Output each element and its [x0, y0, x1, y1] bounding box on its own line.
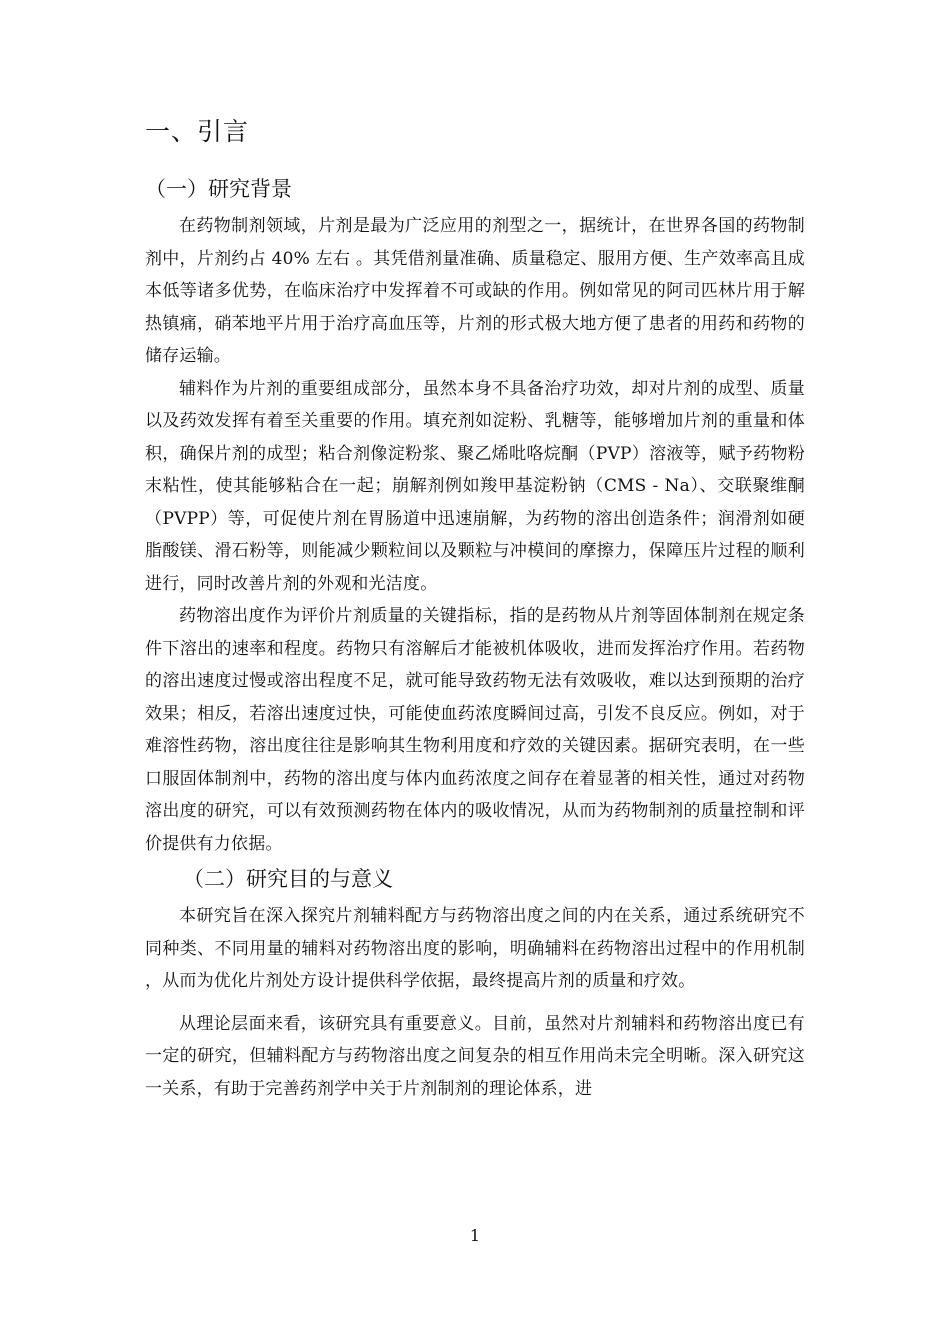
paragraph: 辅料作为片剂的重要组成部分，虽然本身不具备治疗功效，却对片剂的成型、质量以及药效发挥有着至关重要的作用。填充剂如淀粉、乳糖等，能够增加片剂的重量和体积，确保片剂的成型；粘合剂像淀粉浆、聚乙烯吡咯烷酮（PVP）溶液等，赋予药物粉末粘性，使其能够粘合在一起；崩解剂例如羧甲基淀粉钠（CMS - Na）、交联聚维酮（PVPP）等，可促使片剂在胃肠道中迅速崩解，为药物的溶出创造条件；润滑剂如硬脂酸镁、滑石粉等，则能减少颗粒间以及颗粒与冲模间的摩擦力，保障压片过程的顺利进行，同时改善片剂的外观和光洁度。 — [145, 378, 805, 594]
paragraph: 药物溶出度作为评价片剂质量的关键指标，指的是药物从片剂等固体制剂在规定条件下溶出的速率和程度。药物只有溶解后才能被机体吸收，进而发挥治疗作用。若药物的溶出速度过慢或溶出程度不足，就可能导致药物无法有效吸收，难以达到预期的治疗效果；相反，若溶出速度过快，可能使血药浓度瞬间过高，引发不良反应。例如，对于难溶性药物，溶出度往往是影响其生物利用度和疗效的关键因素。据研究表明，在一些口服固体制剂中，药物的溶出度与体内血药浓度之间存在着显著的相关性，通过对药物溶出度的研究，可以有效预测药物在体内的吸收情况，从而为药物制剂的质量控制和评价提供有力依据。 — [145, 606, 805, 854]
paragraph: 从理论层面来看，该研究具有重要意义。目前，虽然对片剂辅料和药物溶出度已有一定的研究，但辅料配方与药物溶出度之间复杂的相互作用尚未完全明晰。深入研究这一关系，有助于完善药剂学中关于片剂制剂的理论体系，进 — [145, 1013, 805, 1099]
subsection-title-background: （一）研究背景 — [145, 177, 292, 201]
section-title: 一、引言 — [145, 117, 250, 146]
paragraph: 在药物制剂领域，片剂是最为广泛应用的剂型之一，据统计，在世界各国的药物制剂中，片剂约占 40% 左右 。其凭借剂量准确、质量稳定、服用方便、生产效率高且成本低等诸多优势，在临床治疗中发挥着不可或缺的作用。例如常见的阿司匹林片用于解热镇痛，硝苯地平片用于治疗高血压等，片剂的形式极大地方便了患者的用药和药物的储存运输。 — [145, 216, 805, 366]
paragraph: 本研究旨在深入探究片剂辅料配方与药物溶出度之间的内在关系，通过系统研究不同种类、不同用量的辅料对药物溶出度的影响，明确辅料在药物溶出过程中的作用机制 ，从而为优化片剂处方设计提供科学依据，最终提高片剂的质量和疗效。 — [145, 906, 805, 991]
page-content — [145, 112, 805, 1105]
page-number: 1 — [469, 1226, 481, 1245]
subsection-title-purpose: （二）研究目的与意义 — [183, 867, 393, 891]
